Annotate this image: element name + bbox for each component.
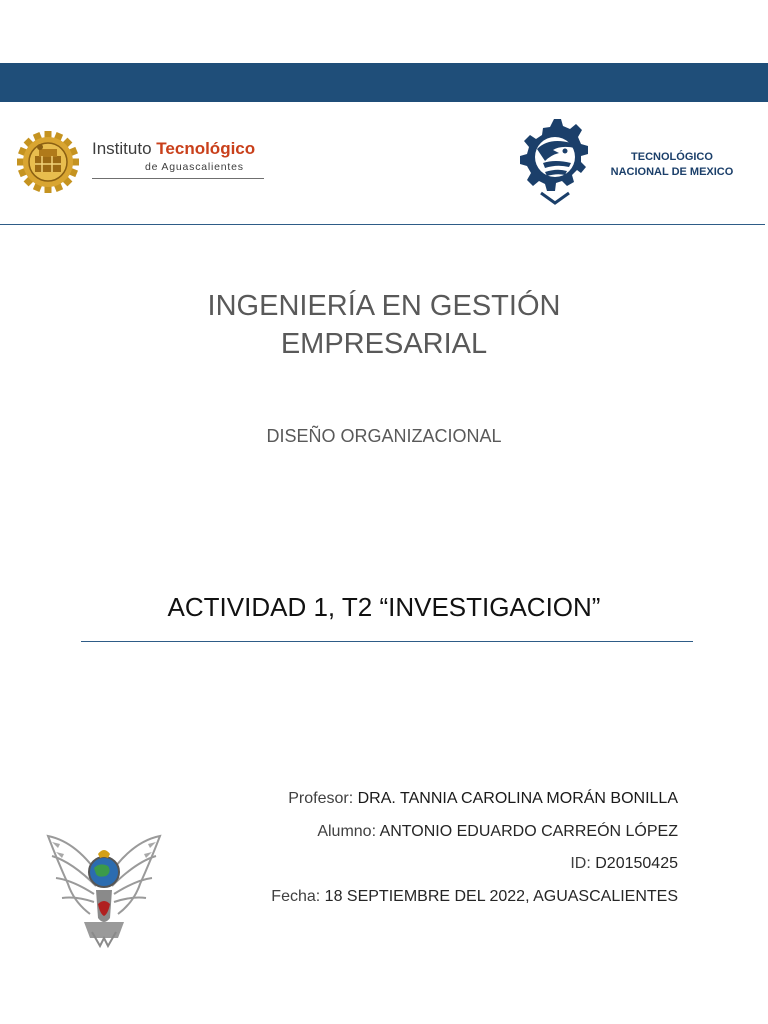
alumno-line	[317, 823, 678, 841]
career-line1: INGENIERÍA EN GESTIÓN	[207, 290, 561, 322]
activity-title: ACTIVIDAD 1, T2 “INVESTIGACION”	[167, 592, 601, 622]
header-band	[0, 63, 768, 102]
profesor-label: Profesor:	[288, 790, 354, 807]
ita-name	[92, 139, 255, 159]
id-value: D20150425	[595, 855, 678, 872]
gear-seal-icon	[16, 130, 80, 194]
header-divider	[0, 224, 765, 225]
ita-subtitle: de Aguascalientes	[145, 161, 244, 173]
activity-divider	[81, 641, 693, 642]
gear-eagle-icon	[515, 115, 593, 207]
ita-name-accent: Tecnológico	[156, 139, 256, 158]
career-title	[84, 287, 684, 363]
tecnm-line1: TECNOLÓGICO	[631, 151, 713, 163]
tecnm-line2: NACIONAL DE MEXICO	[610, 166, 734, 178]
fecha-line	[271, 888, 678, 906]
ita-name-prefix: Instituto	[92, 139, 152, 158]
id-line	[570, 855, 678, 873]
eagle-globe-seal-icon	[38, 822, 170, 954]
id-label: ID:	[570, 855, 591, 872]
tecnm-logo	[515, 115, 755, 211]
subject-title: DISEÑO ORGANIZACIONAL	[266, 426, 502, 446]
ita-logo	[16, 127, 276, 197]
fecha-label: Fecha:	[271, 888, 321, 905]
fecha-value: 18 SEPTIEMBRE DEL 2022, AGUASCALIENTES	[324, 888, 678, 905]
ita-logo-rule	[92, 178, 264, 179]
tecnm-name	[597, 150, 747, 180]
alumno-label: Alumno:	[317, 823, 377, 840]
alumno-value: ANTONIO EDUARDO CARREÓN LÓPEZ	[379, 823, 678, 840]
career-line2: EMPRESARIAL	[280, 328, 488, 360]
institutional-header	[0, 102, 768, 225]
profesor-value: DRA. TANNIA CAROLINA MORÁN BONILLA	[357, 790, 678, 807]
profesor-line	[288, 790, 678, 808]
